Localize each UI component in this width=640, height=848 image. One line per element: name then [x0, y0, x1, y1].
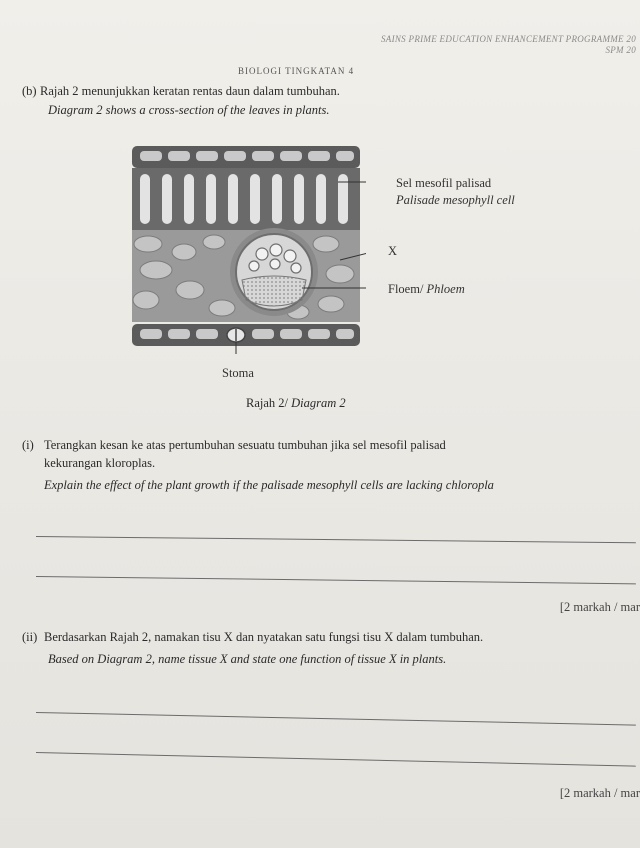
- label-phloem-ms: Floem/: [388, 282, 424, 296]
- part-ii-text-en: Based on Diagram 2, name tissue X and state one function of tissue X in plants.: [48, 652, 447, 666]
- question-b-label: (b): [22, 84, 37, 98]
- phloem-tissue: [242, 276, 306, 306]
- label-phloem-en: Phloem: [426, 282, 465, 296]
- part-ii-label: (ii): [22, 630, 38, 644]
- label-stoma: Stoma: [222, 366, 254, 380]
- part-i-text-ms-2: kekurangan kloroplas.: [44, 456, 156, 470]
- part-i-answer-line-2[interactable]: [36, 576, 636, 584]
- diagram-caption-en: Diagram 2: [291, 396, 346, 410]
- part-ii-answer-line-1[interactable]: [36, 712, 636, 726]
- question-b-text-ms: Rajah 2 menunjukkan keratan rentas daun dalam tumbuhan.: [40, 84, 340, 98]
- exam-header-subline: SPM 20: [605, 45, 636, 55]
- part-i-marks: [2 markah / mar: [559, 600, 640, 614]
- diagram-caption: [246, 396, 346, 411]
- label-phloem: [388, 282, 465, 297]
- part-i-text-en: Explain the effect of the plant growth if the palisade mesophyll cells are lacking chloropla: [44, 478, 494, 492]
- label-x: X: [388, 244, 398, 258]
- diagram-caption-ms: Rajah 2/: [246, 396, 289, 410]
- label-palisade-ms: Sel mesofil palisad: [396, 176, 492, 190]
- leaf-cross-section-diagram: [126, 140, 366, 360]
- question-b-text-en: Diagram 2 shows a cross-section of the leaves in plants.: [48, 103, 330, 117]
- part-ii-text-ms: Berdasarkan Rajah 2, namakan tisu X dan nyatakan satu fungsi tisu X dalam tumbuhan.: [44, 630, 484, 644]
- running-title: BIOLOGI TINGKATAN 4: [238, 66, 355, 76]
- exam-header-line: SAINS PRIME EDUCATION ENHANCEMENT PROGRAMME 20: [380, 34, 636, 44]
- part-i-text-ms-1: Terangkan kesan ke atas pertumbuhan sesuatu tumbuhan jika sel mesofil palisad: [44, 438, 446, 452]
- part-i-label: (i): [22, 438, 34, 452]
- label-palisade-en: Palisade mesophyll cell: [396, 193, 515, 207]
- part-i-answer-line-1[interactable]: [36, 536, 636, 543]
- exam-header: [336, 34, 636, 56]
- part-ii-answer-line-2[interactable]: [36, 752, 636, 767]
- part-ii-marks: [2 markah / mar: [559, 786, 640, 800]
